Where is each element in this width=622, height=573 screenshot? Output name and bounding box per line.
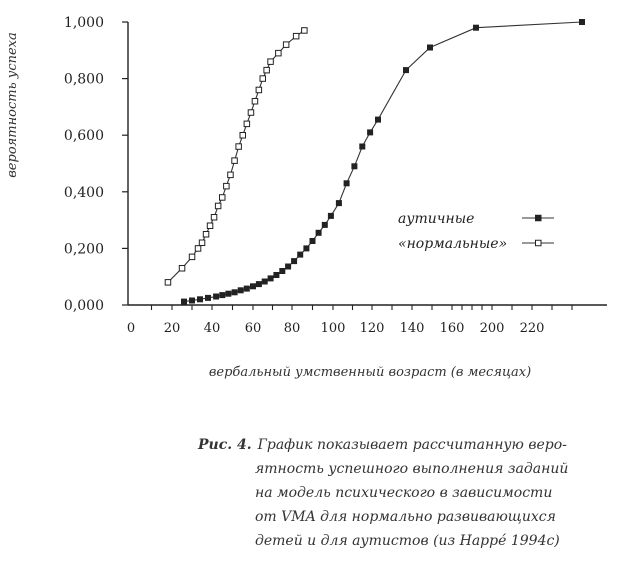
data-point bbox=[236, 144, 242, 150]
data-point bbox=[199, 240, 205, 246]
axes bbox=[128, 22, 607, 305]
data-point bbox=[274, 273, 279, 278]
data-point bbox=[352, 164, 357, 169]
data-point bbox=[404, 68, 409, 73]
data-point bbox=[293, 33, 299, 39]
data-point bbox=[248, 110, 254, 116]
data-point bbox=[286, 264, 291, 269]
y-ticks bbox=[64, 15, 128, 314]
series-1 bbox=[182, 20, 585, 305]
y-tick-label: 0,200 bbox=[63, 241, 104, 258]
data-point bbox=[262, 279, 267, 284]
series-line bbox=[184, 22, 582, 302]
caption-line-4: от VMA для нормально развивающихся bbox=[255, 509, 556, 525]
data-point bbox=[322, 222, 327, 227]
x-axis-title: вербальный умственный возраст (в месяцах) bbox=[208, 365, 532, 380]
figure-label: Рис. 4. bbox=[198, 437, 252, 453]
x-tick-label: 0 bbox=[126, 321, 136, 336]
data-point bbox=[232, 158, 238, 164]
y-tick-label: 1,000 bbox=[63, 15, 104, 31]
data-point bbox=[268, 276, 273, 281]
figure-caption bbox=[198, 433, 608, 553]
y-axis-title: вероятность успеха bbox=[5, 32, 20, 178]
data-point bbox=[189, 254, 195, 260]
y-axis-title-group bbox=[5, 32, 20, 178]
data-point bbox=[224, 183, 230, 189]
data-point bbox=[211, 215, 217, 221]
x-tick-label: 120 bbox=[359, 321, 385, 336]
data-point bbox=[474, 25, 479, 30]
caption-line-1 bbox=[198, 433, 608, 457]
legend-marker bbox=[536, 215, 542, 221]
data-point bbox=[198, 297, 203, 302]
x-tick-label: 160 bbox=[439, 321, 465, 336]
data-point bbox=[232, 290, 237, 295]
x-ticks bbox=[127, 305, 572, 336]
data-point bbox=[238, 288, 243, 293]
x-tick-label: 60 bbox=[244, 321, 262, 336]
y-tick-label: 0,600 bbox=[63, 128, 104, 145]
data-point bbox=[276, 50, 282, 56]
data-point bbox=[292, 259, 297, 264]
data-point bbox=[206, 295, 211, 300]
y-tick-label: 0,400 bbox=[63, 184, 104, 201]
data-point bbox=[264, 67, 270, 73]
data-point bbox=[214, 294, 219, 299]
x-tick-label: 40 bbox=[203, 321, 221, 336]
caption-line-2: ятность успешного выполнения заданий bbox=[255, 461, 569, 477]
caption-line-5: детей и для аутистов (из Happé 1994c) bbox=[255, 533, 560, 549]
data-point bbox=[302, 28, 308, 34]
data-point bbox=[376, 117, 381, 122]
x-tick-label: 220 bbox=[519, 321, 545, 336]
data-point bbox=[215, 203, 221, 209]
x-tick-label: 80 bbox=[283, 321, 301, 336]
series-layer bbox=[165, 20, 584, 305]
data-point bbox=[336, 201, 341, 206]
data-point bbox=[244, 121, 250, 127]
data-point bbox=[251, 284, 256, 289]
data-point bbox=[580, 20, 585, 25]
data-point bbox=[260, 76, 266, 82]
x-tick-label: 20 bbox=[163, 321, 181, 336]
data-point bbox=[428, 45, 433, 50]
data-point bbox=[228, 172, 234, 178]
data-point bbox=[256, 282, 261, 287]
data-point bbox=[207, 223, 213, 229]
data-point bbox=[195, 246, 201, 252]
data-point bbox=[283, 42, 289, 48]
data-point bbox=[252, 99, 258, 105]
data-point bbox=[368, 130, 373, 135]
data-point bbox=[203, 232, 209, 238]
caption-line-3: на модель психического в зависимости bbox=[255, 485, 553, 501]
x-tick-label: 140 bbox=[399, 321, 425, 336]
data-point bbox=[304, 246, 309, 251]
data-point bbox=[256, 87, 262, 93]
x-tick-label: 100 bbox=[320, 321, 346, 336]
data-point bbox=[244, 286, 249, 291]
y-tick-label: 0,800 bbox=[63, 71, 104, 88]
data-point bbox=[344, 181, 349, 186]
data-point bbox=[360, 144, 365, 149]
x-tick-label: 200 bbox=[479, 321, 505, 336]
data-point bbox=[165, 280, 171, 286]
data-point bbox=[240, 133, 246, 139]
legend-marker bbox=[536, 240, 542, 246]
data-point bbox=[220, 195, 226, 201]
data-point bbox=[328, 213, 333, 218]
data-point bbox=[179, 266, 185, 272]
series-line bbox=[168, 31, 304, 283]
data-point bbox=[226, 291, 231, 296]
legend-label: аутичные bbox=[398, 211, 475, 227]
data-point bbox=[298, 252, 303, 257]
y-tick-label: 0,000 bbox=[63, 298, 104, 314]
legend-label: «нормальные» bbox=[398, 236, 508, 252]
data-point bbox=[190, 298, 195, 303]
data-point bbox=[316, 230, 321, 235]
legend bbox=[398, 211, 554, 252]
caption-text-1: График показывает рассчитанную веро- bbox=[257, 437, 567, 453]
series-2 bbox=[165, 28, 307, 285]
data-point bbox=[280, 269, 285, 274]
data-point bbox=[310, 239, 315, 244]
data-point bbox=[268, 59, 274, 65]
data-point bbox=[220, 293, 225, 298]
data-point bbox=[182, 299, 187, 304]
